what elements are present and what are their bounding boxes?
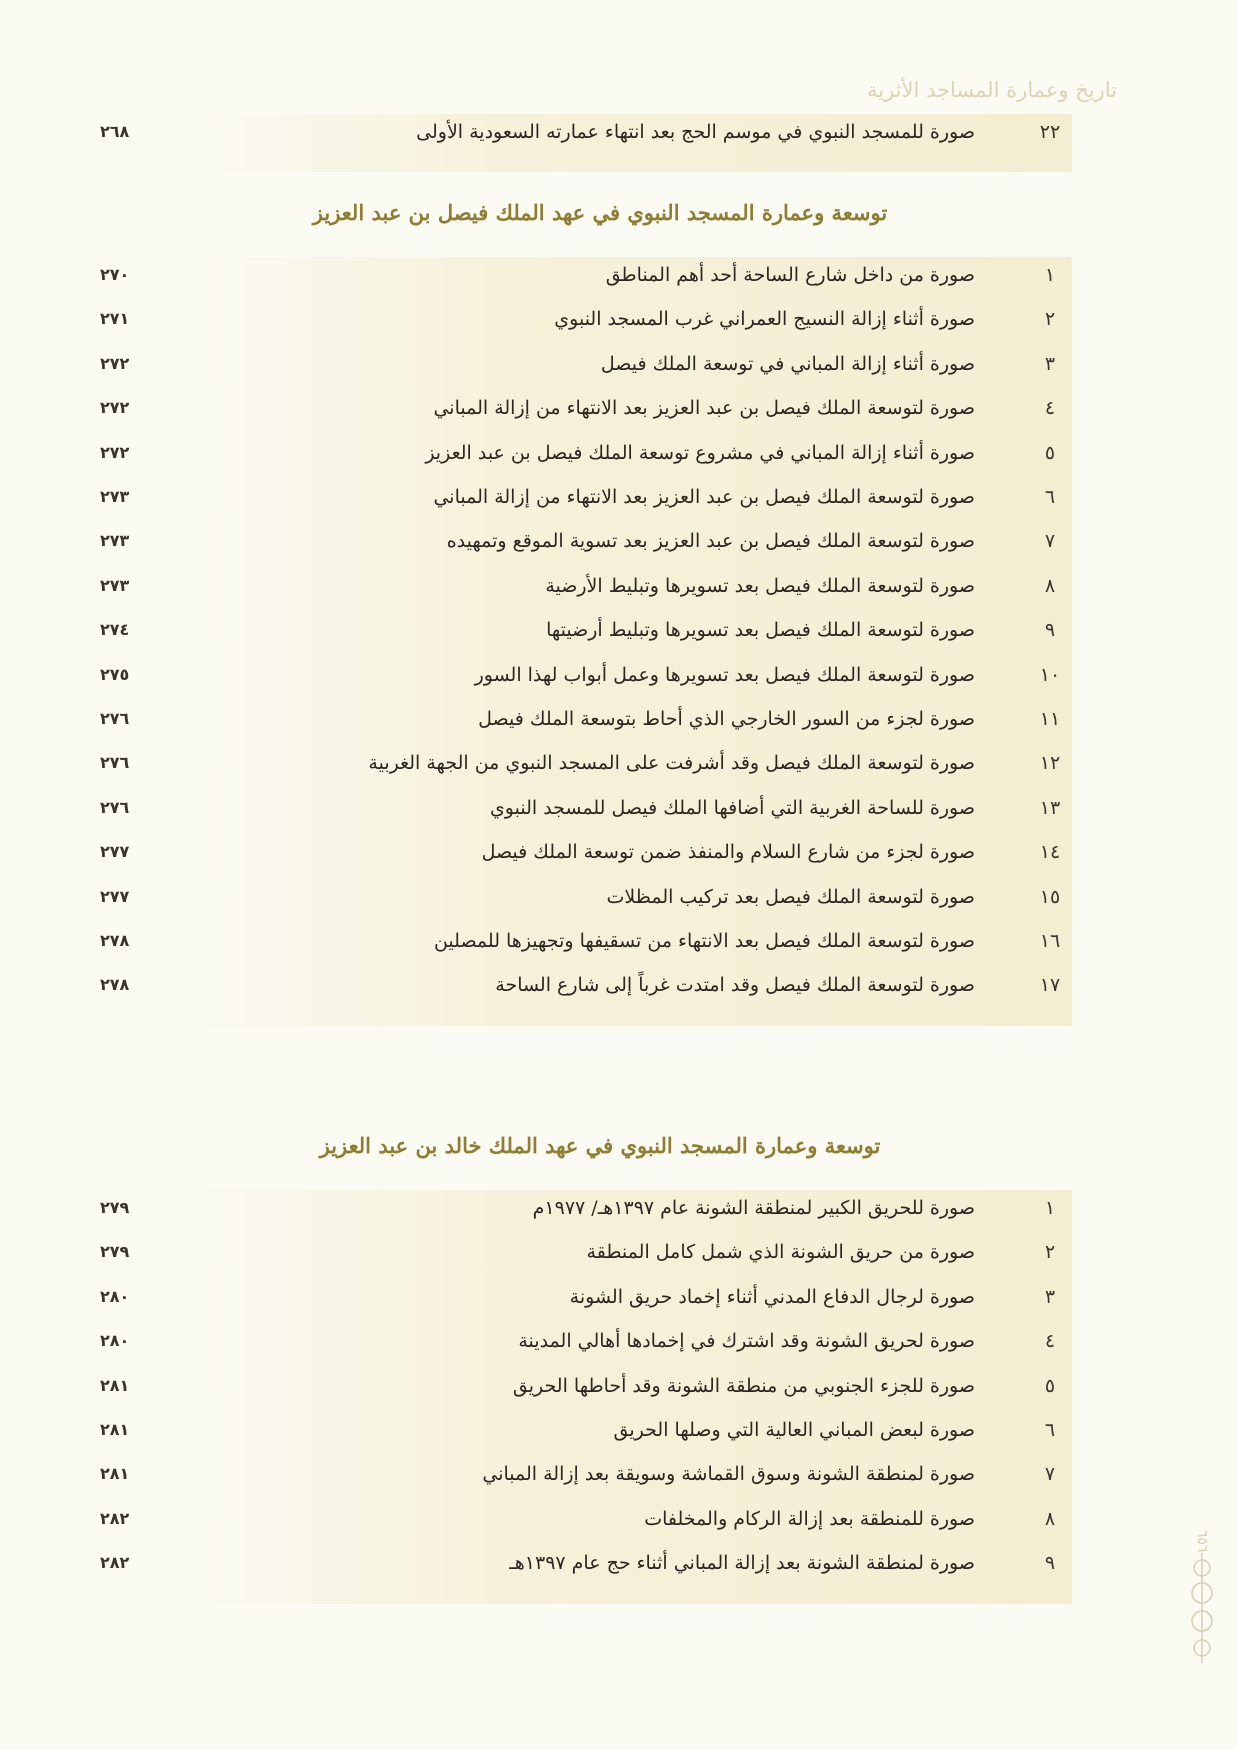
item-caption: صورة أثناء إزالة المباني في توسعة الملك فيصل — [600, 352, 975, 375]
folio — [1187, 1530, 1217, 1663]
list-item — [0, 255, 1237, 295]
item-caption: صورة لتوسعة الملك فيصل وقد أشرفت على المسجد النبوي من الجهة الغربية — [368, 752, 975, 775]
item-caption: صورة لتوسعة الملك فيصل بن عبد العزيز بعد الانتهاء من إزالة المباني — [433, 486, 975, 508]
item-number: ٦ — [1044, 1419, 1056, 1441]
item-caption: صورة للساحة الغربية التي أضافها الملك فيصل للمسجد النبوي — [489, 796, 975, 819]
list-item — [0, 788, 1237, 828]
item-page-number: ٢٧٨ — [100, 931, 130, 950]
list-item — [0, 477, 1237, 517]
item-caption: صورة من داخل شارع الساحة أحد أهم المناطق — [605, 264, 975, 286]
item-number: ٨ — [1044, 574, 1056, 597]
item-number: ١١ — [1039, 708, 1061, 730]
item-page-number: ٢٧٦ — [100, 709, 130, 728]
item-page-number: ٢٧٤ — [100, 620, 130, 640]
item-caption: صورة لبعض المباني العالية التي وصلها الحريق — [613, 1419, 975, 1441]
item-caption: صورة لتوسعة الملك فيصل بن عبد العزيز بعد تسوية الموقع وتمهيده — [446, 530, 975, 553]
list-item — [0, 1188, 1237, 1228]
item-caption: صورة لتوسعة الملك فيصل بن عبد العزيز بعد الانتهاء من إزالة المباني — [433, 397, 975, 420]
item-page-number: ٢٧٢ — [100, 398, 130, 418]
list-item — [0, 1232, 1237, 1272]
item-caption: صورة لتوسعة الملك فيصل بعد تسويرها وعمل أبواب لهذا السور — [474, 663, 975, 686]
item-caption: صورة لتوسعة الملك فيصل بعد تسويرها وتبليط أرضيتها — [546, 619, 975, 642]
list-item — [0, 1543, 1237, 1583]
item-page-number: ٢٧٣ — [100, 487, 130, 506]
item-caption: صورة لرجال الدفاع المدني أثناء إخماد حريق الشونة — [569, 1285, 975, 1308]
ornament-icon — [1187, 1553, 1217, 1663]
list-item — [0, 1321, 1237, 1361]
list-item — [0, 521, 1237, 561]
item-caption: صورة لتوسعة الملك فيصل بعد تسويرها وتبليط الأرضية — [545, 574, 975, 597]
item-number: ١٣ — [1039, 796, 1061, 819]
item-caption: صورة أثناء إزالة النسيج العمراني غرب المسجد النبوي — [554, 308, 975, 331]
item-page-number: ٢٨٢ — [100, 1553, 130, 1573]
item-number: ٤ — [1044, 1330, 1056, 1353]
item-caption: صورة لتوسعة الملك فيصل بعد الانتهاء من تسقيفها وتجهيزها للمصلين — [433, 930, 975, 952]
item-number: ٥ — [1044, 1374, 1056, 1397]
item-caption: صورة للحريق الكبير لمنطقة الشونة عام ١٣٩٧هـ/ ١٩٧٧م — [532, 1197, 975, 1219]
item-caption: صورة لجزء من شارع السلام والمنفذ ضمن توسعة الملك فيصل — [481, 841, 975, 864]
item-number: ١٤ — [1039, 841, 1061, 864]
list-item — [0, 433, 1237, 473]
item-page-number: ٢٧٩ — [100, 1198, 130, 1217]
list-item — [0, 1499, 1237, 1539]
item-number: ٩ — [1044, 1552, 1056, 1575]
item-page-number: ٢٨٠ — [100, 1286, 130, 1306]
item-caption: صورة لجزء من السور الخارجي الذي أحاط بتوسعة الملك فيصل — [478, 708, 975, 730]
item-number: ٩ — [1044, 619, 1056, 642]
item-caption: صورة من حريق الشونة الذي شمل كامل المنطقة — [586, 1241, 975, 1264]
item-page-number: ٢٧٢ — [100, 442, 130, 462]
section-title: توسعة وعمارة المسجد النبوي في عهد الملك خالد بن عبد العزيز — [319, 1133, 881, 1158]
item-page-number: ٢٨٢ — [100, 1508, 130, 1528]
item-number: ٢ — [1044, 308, 1056, 331]
list-item — [0, 610, 1237, 650]
item-number: ٧ — [1044, 1463, 1056, 1486]
item-page-number: ٢٧٩ — [100, 1242, 130, 1262]
item-number: ١٧ — [1039, 974, 1061, 997]
list-item — [0, 743, 1237, 783]
list-item — [0, 965, 1237, 1005]
item-page-number: ٢٧٦ — [100, 797, 130, 817]
list-item — [0, 344, 1237, 384]
item-page-number: ٢٧٣ — [100, 575, 130, 595]
item-page-number: ٢٧١ — [100, 309, 130, 329]
item-number: ٣ — [1044, 352, 1056, 375]
item-page-number: ٢٧٦ — [100, 753, 130, 773]
item-page-number: ٢٨١ — [100, 1375, 130, 1395]
list-item — [0, 1454, 1237, 1494]
list-item — [0, 112, 1237, 152]
running-header: تاريخ وعمارة المساجد الأثرية — [866, 78, 1117, 102]
item-caption: صورة للمسجد النبوي في موسم الحج بعد انتهاء عمارته السعودية الأولى — [416, 121, 975, 143]
section-title: توسعة وعمارة المسجد النبوي في عهد الملك فيصل بن عبد العزيز — [312, 200, 888, 225]
item-number: ٢٢ — [1039, 121, 1061, 143]
list-item — [0, 921, 1237, 961]
list-item — [0, 832, 1237, 872]
item-page-number: ٢٧٧ — [100, 886, 130, 906]
item-number: ١ — [1044, 264, 1056, 286]
page-number: ٦٥٦ — [1194, 1530, 1210, 1553]
item-page-number: ٢٦٨ — [100, 122, 130, 141]
list-item — [0, 1366, 1237, 1406]
item-page-number: ٢٧٢ — [100, 353, 130, 373]
item-number: ٤ — [1044, 397, 1056, 420]
item-caption: صورة لتوسعة الملك فيصل بعد تركيب المظلات — [606, 885, 975, 908]
item-page-number: ٢٨١ — [100, 1464, 130, 1484]
item-page-number: ٢٧٣ — [100, 531, 130, 551]
item-number: ٢ — [1044, 1241, 1056, 1264]
item-number: ٦ — [1044, 486, 1056, 508]
item-page-number: ٢٨١ — [100, 1420, 130, 1439]
item-number: ٧ — [1044, 530, 1056, 553]
list-item — [0, 699, 1237, 739]
item-number: ٨ — [1044, 1507, 1056, 1530]
item-page-number: ٢٨٠ — [100, 1331, 130, 1351]
item-caption: صورة للمنطقة بعد إزالة الركام والمخلفات — [644, 1507, 975, 1530]
item-caption: صورة أثناء إزالة المباني في مشروع توسعة الملك فيصل بن عبد العزيز — [425, 441, 975, 464]
item-caption: صورة لحريق الشونة وقد اشترك في إخمادها أهالي المدينة — [518, 1330, 975, 1353]
item-caption: صورة لتوسعة الملك فيصل وقد امتدت غرباً إلى شارع الساحة — [495, 974, 975, 997]
list-item — [0, 388, 1237, 428]
list-item — [0, 655, 1237, 695]
list-item — [0, 299, 1237, 339]
item-caption: صورة لمنطقة الشونة وسوق القماشة وسويقة بعد إزالة المباني — [482, 1463, 975, 1486]
list-item — [0, 1277, 1237, 1317]
item-number: ١٠ — [1039, 663, 1061, 686]
item-caption: صورة لمنطقة الشونة بعد إزالة المباني أثناء حج عام ١٣٩٧هـ — [509, 1552, 975, 1575]
list-item — [0, 877, 1237, 917]
item-number: ٣ — [1044, 1285, 1056, 1308]
item-page-number: ٢٧٠ — [100, 265, 130, 284]
item-caption: صورة للجزء الجنوبي من منطقة الشونة وقد أحاطها الحريق — [512, 1374, 975, 1397]
item-number: ١٥ — [1039, 885, 1061, 908]
item-number: ١٢ — [1039, 752, 1061, 775]
item-page-number: ٢٧٧ — [100, 842, 130, 862]
item-number: ١ — [1044, 1197, 1056, 1219]
item-number: ١٦ — [1039, 930, 1061, 952]
list-item — [0, 566, 1237, 606]
item-page-number: ٢٧٥ — [100, 664, 130, 684]
item-number: ٥ — [1044, 441, 1056, 464]
list-item — [0, 1410, 1237, 1450]
item-page-number: ٢٧٨ — [100, 975, 130, 995]
